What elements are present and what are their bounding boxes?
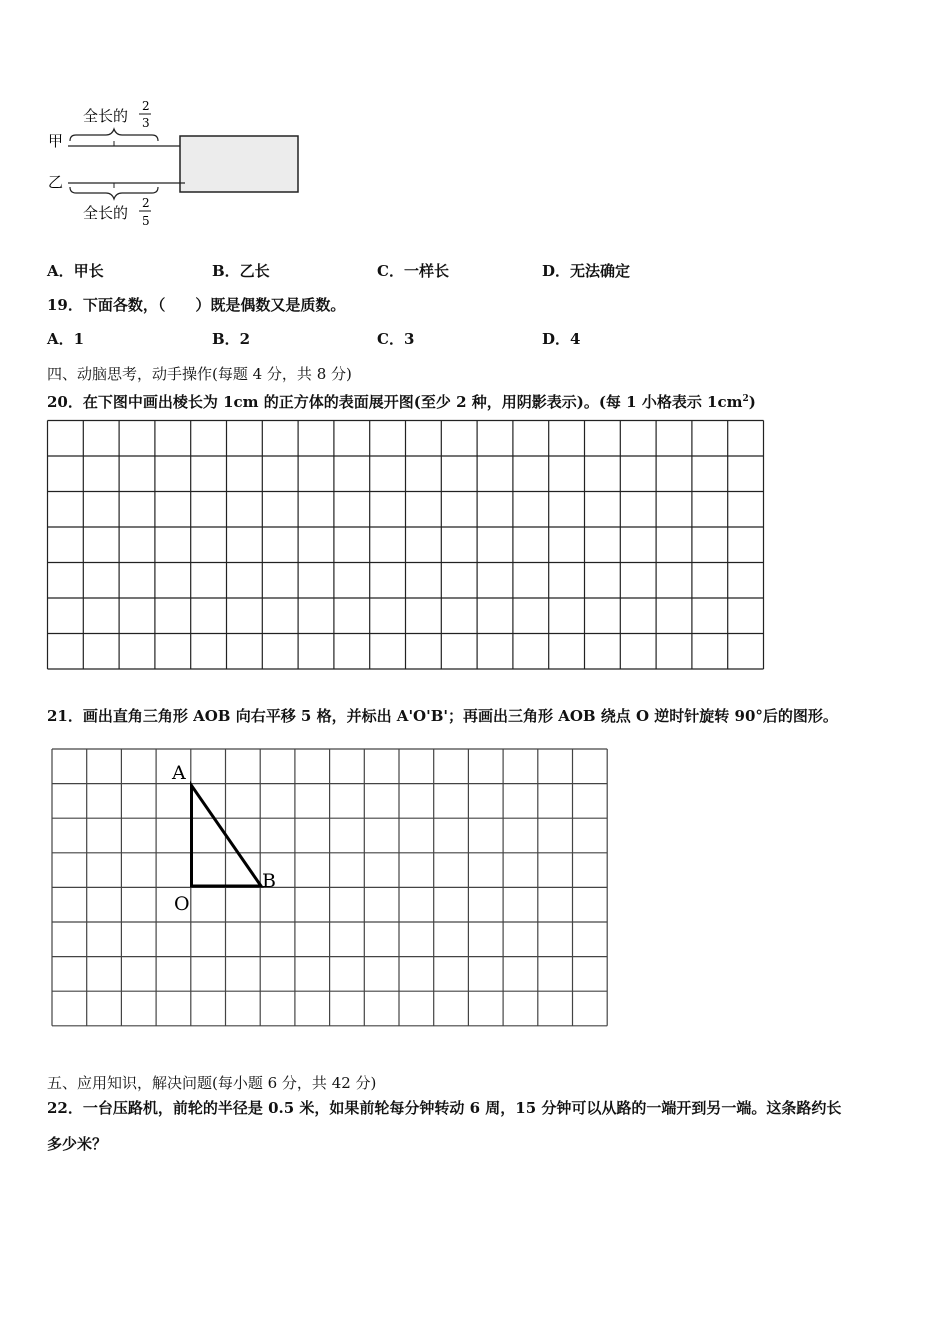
q20-close: ) <box>748 393 756 411</box>
container-box <box>180 136 298 192</box>
vertex-a-label: A <box>172 762 186 784</box>
q19-option-c: C．3 <box>377 330 415 348</box>
q18-option-d: D．无法确定 <box>542 262 631 280</box>
top-length-label: 全长的 <box>83 107 129 125</box>
triangle-aob <box>192 786 262 887</box>
q20-main: 20．在下图中画出棱长为 1cm 的正方体的表面展开图(至少 2 种，用阴影表示)。(每 1 小格表示 1cm <box>47 393 743 411</box>
q19-option-d: D．4 <box>542 330 581 348</box>
q18-option-c: C．一样长 <box>377 262 449 280</box>
stick-yi-label: 乙 <box>48 173 64 191</box>
q19-text: 19．下面各数，（ ）既是偶数又是质数。 <box>47 296 346 314</box>
top-fraction-numerator: 2 <box>142 99 150 113</box>
q22-text-line2: 多少米？ <box>47 1135 108 1153</box>
q18-option-b: B．乙长 <box>212 262 270 280</box>
q21-grid[interactable] <box>50 747 612 1029</box>
q20-superscript: 2 <box>742 394 749 404</box>
top-brace <box>70 129 158 141</box>
section4-title: 四、动脑思考，动手操作(每题 4 分，共 8 分) <box>47 365 352 383</box>
stick-jia-label: 甲 <box>48 132 64 150</box>
bottom-length-label: 全长的 <box>83 204 129 222</box>
q19-option-a: A．1 <box>47 330 85 348</box>
q21-text: 21．画出直角三角形 AOB 向右平移 5 格，并标出 A'O'B'；再画出三角形 AOB 绕点 O 逆时针旋转 90°后的图形。 <box>47 707 838 725</box>
q22-text-line1: 22．一台压路机，前轮的半径是 0.5 米，如果前轮每分钟转动 6 周，15 分钟可以从路的一端开到另一端。这条路约长 <box>47 1099 842 1117</box>
q20-text <box>47 389 756 412</box>
vertex-o-label: O <box>174 893 190 915</box>
q18-option-a: A．甲长 <box>47 262 104 280</box>
vertex-b-label: B <box>262 870 276 892</box>
section5-title: 五、应用知识，解决问题(每小题 6 分，共 42 分) <box>47 1074 377 1092</box>
stick-comparison-figure <box>40 95 310 235</box>
q19-option-b: B．2 <box>212 330 251 348</box>
q20-grid[interactable] <box>46 419 768 671</box>
bottom-fraction-numerator: 2 <box>142 196 150 210</box>
top-fraction-denominator: 3 <box>142 116 150 130</box>
bottom-fraction-denominator: 5 <box>142 214 150 228</box>
